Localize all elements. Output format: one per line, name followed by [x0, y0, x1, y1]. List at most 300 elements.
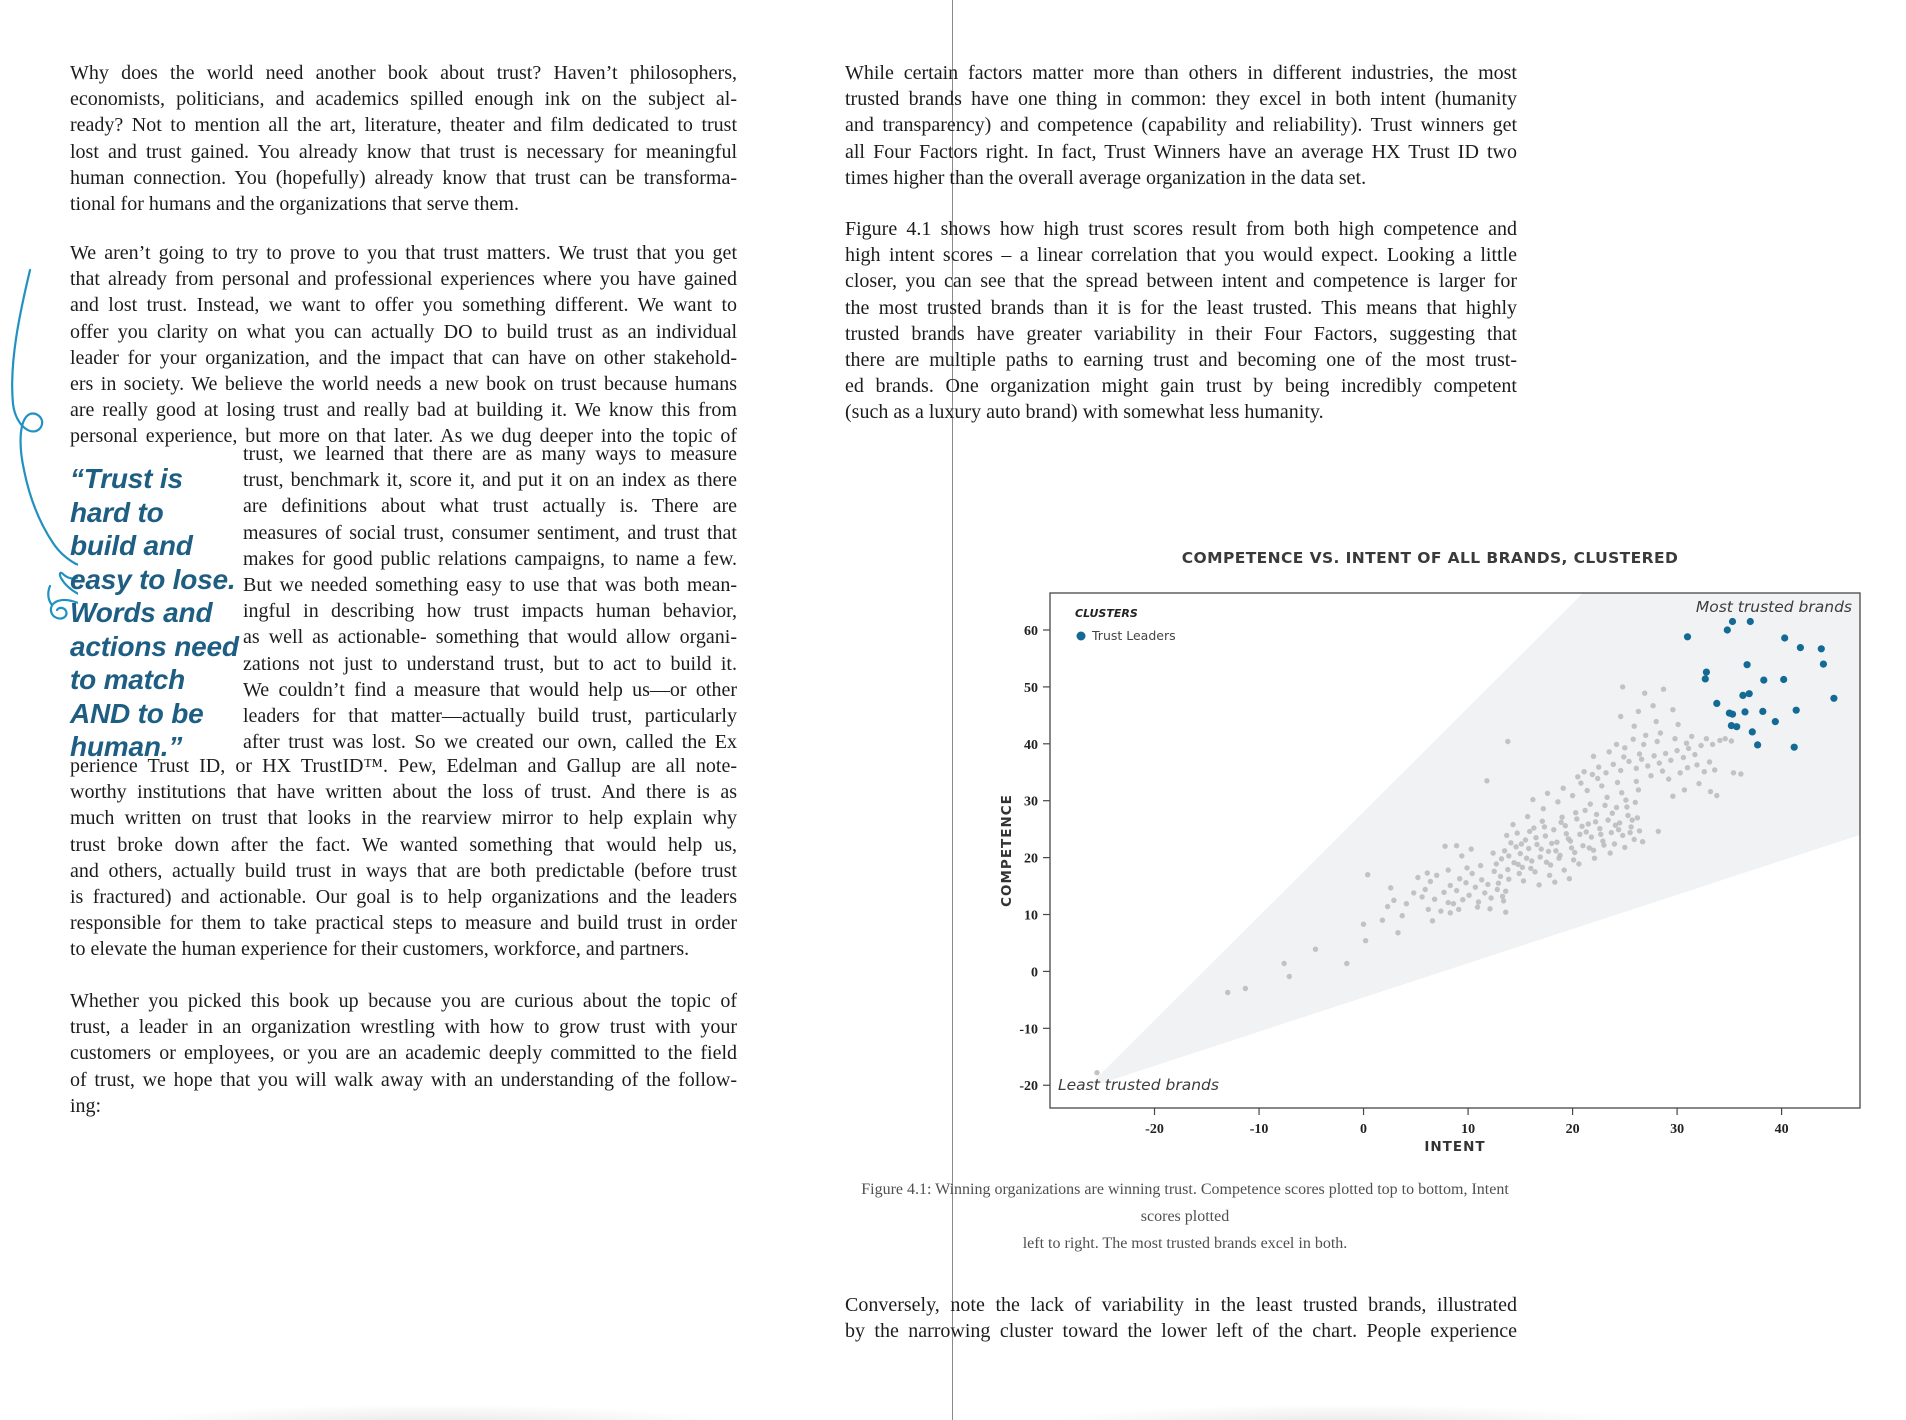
data-point: [1529, 858, 1534, 863]
data-point: [1632, 724, 1637, 729]
data-point: [1541, 806, 1546, 811]
text-line: are definitions about what trust actually is. There are: [243, 495, 737, 518]
data-point: [1658, 730, 1663, 735]
data-point: [1684, 633, 1691, 640]
data-point: [1528, 866, 1533, 871]
data-point: [1607, 749, 1612, 754]
data-point: [1717, 738, 1722, 743]
data-point: [1434, 873, 1439, 878]
text-line: AND to be: [70, 697, 204, 729]
data-point: [1623, 797, 1628, 802]
x-tick-label: -10: [1249, 1122, 1269, 1137]
paragraph: [845, 216, 1517, 426]
data-point: [1494, 861, 1499, 866]
data-point: [1479, 877, 1484, 882]
text-line: trusted brands have greater variability in their Four Factors, suggesting that: [845, 322, 1517, 345]
data-point: [1643, 733, 1648, 738]
data-point: [1612, 841, 1617, 846]
data-point: [1818, 645, 1825, 652]
text-line: trusted brands have one thing in common: they excel in both intent (humanity: [845, 88, 1517, 111]
text-line: actions need: [70, 630, 239, 662]
data-point: [1540, 819, 1545, 824]
data-point: [1624, 804, 1629, 809]
data-point: [1626, 759, 1631, 764]
data-point: [1513, 844, 1518, 849]
data-point: [1820, 661, 1827, 668]
data-point: [1619, 790, 1624, 795]
data-point: [1448, 910, 1453, 915]
data-point: [1630, 817, 1635, 822]
data-point: [1733, 723, 1740, 730]
data-point: [1621, 754, 1626, 759]
data-point: [1601, 842, 1606, 847]
data-point: [1485, 882, 1490, 887]
data-point: [1487, 906, 1492, 911]
data-point: [1675, 722, 1680, 727]
data-point: [1672, 736, 1677, 741]
data-point: [1578, 780, 1583, 785]
data-point: [1506, 877, 1511, 882]
data-point: [1657, 760, 1662, 765]
data-point: [1707, 759, 1712, 764]
text-line: leaders for that matter—actually build trust, particularly: [243, 705, 737, 728]
data-point: [1595, 776, 1600, 781]
data-point: [1400, 913, 1405, 918]
text-line: lost and trust gained. You already know that trust is necessary for meaningful: [70, 140, 737, 163]
x-tick-label: 0: [1360, 1122, 1368, 1137]
data-point: [1426, 907, 1431, 912]
pull-quote: [70, 462, 250, 764]
data-point: [1395, 930, 1400, 935]
data-point: [1793, 707, 1800, 714]
data-point: [1519, 841, 1524, 846]
data-point: [1830, 695, 1837, 702]
data-point: [1580, 843, 1585, 848]
data-point: [1503, 910, 1508, 915]
data-point: [1313, 947, 1318, 952]
y-tick-label: 10: [1024, 908, 1038, 924]
data-point: [1419, 894, 1424, 899]
data-point: [1666, 776, 1671, 781]
data-point: [1685, 765, 1690, 770]
data-point: [1780, 676, 1787, 683]
data-point: [1681, 755, 1686, 760]
data-point: [1704, 736, 1709, 741]
data-point: [1478, 863, 1483, 868]
text-line: and others, actually build trust in ways that are both predictable (before trust: [70, 859, 737, 882]
x-tick-label: 40: [1774, 1122, 1789, 1137]
data-point: [1729, 618, 1736, 625]
text-line: ers in society. We believe the world needs a new book on trust because humans: [70, 373, 737, 396]
data-point: [1504, 833, 1509, 838]
data-point: [1344, 961, 1349, 966]
data-point: [1710, 742, 1715, 747]
data-point: [1739, 692, 1746, 699]
data-point: [1754, 741, 1761, 748]
data-point: [1696, 781, 1701, 786]
data-point: [1702, 769, 1707, 774]
data-point: [1637, 828, 1642, 833]
data-point: [1526, 846, 1531, 851]
text-line: as well as actionable- something that would allow organi-: [243, 626, 737, 649]
data-point: [1473, 885, 1478, 890]
data-point: [1430, 918, 1435, 923]
data-point: [1448, 883, 1453, 888]
data-point: [1702, 675, 1709, 682]
data-point: [1625, 813, 1630, 818]
data-point: [1423, 887, 1428, 892]
text-line: “Trust is: [70, 463, 183, 494]
text-line: build and: [70, 530, 193, 561]
data-point: [1637, 751, 1642, 756]
data-point: [1618, 768, 1623, 773]
data-point: [1391, 898, 1396, 903]
text-line: and lost trust. Instead, we want to offer you something different. We want to: [70, 294, 737, 317]
data-point: [1772, 718, 1779, 725]
data-point: [1496, 881, 1501, 886]
text-line: easy to lose.: [70, 563, 236, 595]
data-point: [1602, 803, 1607, 808]
data-point: [1503, 889, 1508, 894]
data-point: [1505, 867, 1510, 872]
data-point: [1442, 844, 1447, 849]
data-point: [1633, 800, 1638, 805]
data-point: [1791, 744, 1798, 751]
data-point: [1610, 811, 1615, 816]
paragraph: [70, 988, 737, 1119]
data-point: [1759, 708, 1766, 715]
data-point: [1482, 890, 1487, 895]
data-point: [1558, 820, 1563, 825]
data-point: [1484, 778, 1489, 783]
data-point: [1634, 779, 1639, 784]
text-line: are really good at losing trust and really bad at building it. We know this from: [70, 399, 737, 422]
data-point: [1611, 762, 1616, 767]
data-point: [1543, 833, 1548, 838]
data-point: [1605, 817, 1610, 822]
data-point: [1588, 801, 1593, 806]
data-point: [1454, 888, 1459, 893]
data-point: [1567, 876, 1572, 881]
data-point: [1510, 822, 1515, 827]
data-point: [1729, 711, 1736, 718]
data-point: [1746, 690, 1753, 697]
text-line: economists, politicians, and academics spilled enough ink on the subject al-: [70, 88, 737, 111]
data-point: [1456, 907, 1461, 912]
y-tick-label: -20: [1019, 1079, 1038, 1095]
data-point: [1466, 893, 1471, 898]
text-line: human connection. You (hopefully) already know that trust can be transforma-: [70, 166, 737, 189]
text-line: after trust was lost. So we created our own, called the Ex: [243, 731, 737, 754]
data-point: [1287, 974, 1292, 979]
paragraph: [845, 1292, 1517, 1344]
trust-band-region: [1087, 593, 1860, 1088]
data-point: [1604, 795, 1609, 800]
data-point: [1544, 860, 1549, 865]
paragraph: [70, 60, 737, 217]
data-point: [1451, 901, 1456, 906]
data-point: [1464, 865, 1469, 870]
data-point: [1670, 794, 1675, 799]
data-point: [1561, 786, 1566, 791]
text-line: trust, a leader in an organization wrestling with how to grow trust with your: [70, 1016, 737, 1039]
text-line: ready? Not to mention all the art, literature, theater and film dedicated to trust: [70, 114, 737, 137]
data-point: [1404, 901, 1409, 906]
data-point: [1645, 763, 1650, 768]
data-point: [1546, 849, 1551, 854]
text-line: We aren’t going to try to prove to you that trust matters. We trust that you get: [70, 242, 737, 264]
figure-caption: [845, 1176, 1525, 1257]
data-point: [1559, 815, 1564, 820]
y-tick-label: 20: [1024, 851, 1038, 867]
text-line: But we needed something easy to use that was both mean-: [243, 574, 737, 597]
data-point: [1663, 751, 1668, 756]
data-point: [1614, 742, 1619, 747]
data-point: [1415, 875, 1420, 880]
text-line: ingful in describing how trust impacts human behavior,: [243, 600, 737, 623]
x-tick-label: 10: [1461, 1122, 1476, 1137]
data-point: [1655, 739, 1660, 744]
y-tick-label: 0: [1031, 965, 1038, 981]
data-point: [1505, 739, 1510, 744]
text-line: that already from personal and professional experiences where you have gained: [70, 268, 737, 291]
y-tick-label: 50: [1024, 680, 1038, 696]
data-point: [1620, 833, 1625, 838]
data-point: [1738, 771, 1743, 776]
data-point: [1490, 850, 1495, 855]
data-point: [1538, 854, 1543, 859]
page-bottom-shadow: [0, 1396, 1906, 1420]
data-point: [1576, 861, 1581, 866]
text-line: We couldn’t find a measure that would help us—or other: [243, 678, 737, 701]
data-point: [1622, 845, 1627, 850]
data-point: [1531, 825, 1536, 830]
text-line: there are multiple paths to earning trust and becoming one of the most trust-: [845, 349, 1517, 372]
data-point: [1551, 827, 1556, 832]
text-line: Why does the world need another book about trust? Haven’t philosophers,: [70, 62, 737, 84]
y-axis-title: COMPETENCE: [999, 794, 1015, 907]
data-point: [1363, 938, 1368, 943]
data-point: [1568, 838, 1573, 843]
text-line: tional for humans and the organizations that serve them.: [70, 193, 519, 216]
data-point: [1536, 882, 1541, 887]
data-point: [1674, 748, 1679, 753]
data-point: [1618, 714, 1623, 719]
data-point: [1517, 871, 1522, 876]
data-point: [1499, 856, 1504, 861]
data-point: [1460, 897, 1465, 902]
data-point: [1713, 700, 1720, 707]
data-point: [1628, 824, 1633, 829]
data-point: [1587, 845, 1592, 850]
data-point: [1622, 745, 1627, 750]
data-point: [1613, 823, 1618, 828]
data-point: [1670, 707, 1675, 712]
text-line: Figure 4.1: Winning organizations are winning trust. Competence scores plotted top to bottom, Intent scores plotted: [861, 1181, 1509, 1225]
data-point: [1731, 770, 1736, 775]
data-point: [1684, 741, 1689, 746]
data-point: [1524, 856, 1529, 861]
data-point: [1508, 840, 1513, 845]
data-point: [1502, 848, 1507, 853]
data-point: [1650, 703, 1655, 708]
data-point: [1562, 867, 1567, 872]
data-point: [1712, 767, 1717, 772]
data-point: [1515, 830, 1520, 835]
paragraph: [845, 60, 1517, 191]
annotation-most-trusted: Most trusted brands: [1695, 598, 1852, 616]
data-point: [1596, 764, 1601, 769]
text-line: all Four Factors right. In fact, Trust Winners have an average HX Trust ID two: [845, 140, 1517, 163]
data-point: [1651, 753, 1656, 758]
data-point: [1703, 669, 1710, 676]
data-point: [1692, 752, 1697, 757]
data-point: [1518, 851, 1523, 856]
data-point: [1573, 810, 1578, 815]
data-point: [1603, 770, 1608, 775]
text-line: offer you clarity on what you can actually DO to build trust as an individual: [70, 320, 737, 343]
text-line: trust, we learned that there are as many ways to measure: [243, 443, 737, 465]
text-line: makes for good public relations campaigns, to name a few.: [243, 547, 737, 570]
data-point: [1516, 862, 1521, 867]
data-point: [1495, 887, 1500, 892]
data-point: [1459, 853, 1464, 858]
data-point: [1631, 737, 1636, 742]
data-point: [1527, 829, 1532, 834]
data-point: [1689, 734, 1694, 739]
y-tick-label: 40: [1024, 737, 1038, 753]
data-point: [1441, 890, 1446, 895]
data-point: [1640, 839, 1645, 844]
data-point: [1589, 834, 1594, 839]
data-point: [1411, 890, 1416, 895]
data-point: [1620, 684, 1625, 689]
text-line: to match: [70, 664, 186, 695]
data-point: [1563, 823, 1568, 828]
data-point: [1582, 808, 1587, 813]
text-line: much written on trust that looks in the rearview mirror to help explain why: [70, 807, 737, 830]
data-point: [1615, 780, 1620, 785]
data-point: [1598, 832, 1603, 837]
data-point: [1534, 842, 1539, 847]
data-point: [1760, 677, 1767, 684]
y-tick-label: 30: [1024, 794, 1038, 810]
legend-dot-icon: [1077, 632, 1086, 641]
data-point: [1361, 922, 1366, 927]
data-point: [1556, 856, 1561, 861]
text-line: measures of social trust, consumer sentiment, and trust that: [243, 521, 737, 544]
data-point: [1642, 691, 1647, 696]
data-point: [1648, 773, 1653, 778]
data-point: [1636, 787, 1641, 792]
data-point: [1569, 845, 1574, 850]
data-point: [1584, 829, 1589, 834]
text-line: trust, benchmark it, score it, and put it on an index as there: [243, 469, 737, 492]
data-point: [1678, 770, 1683, 775]
data-point: [1599, 783, 1604, 788]
x-axis-title: INTENT: [1424, 1139, 1486, 1155]
data-point: [1542, 824, 1547, 829]
data-point: [1636, 709, 1641, 714]
text-line: responsible for them to take practical steps to measure and build trust in order: [70, 912, 737, 935]
data-point: [1532, 869, 1537, 874]
data-point: [1591, 754, 1596, 759]
data-point: [1523, 837, 1528, 842]
text-line: customers or employees, or you are an academic deeply committed to the field: [70, 1042, 737, 1065]
data-point: [1506, 853, 1511, 858]
data-point: [1797, 644, 1804, 651]
data-point: [1714, 793, 1719, 798]
paragraph: [70, 753, 737, 963]
text-line: worthy institutions that have written about the loss of trust. And there is as: [70, 781, 737, 804]
data-point: [1661, 687, 1666, 692]
data-point: [1547, 873, 1552, 878]
data-point: [1724, 626, 1731, 633]
data-point: [1388, 885, 1393, 890]
data-point: [1641, 742, 1646, 747]
data-point: [1552, 879, 1557, 884]
data-point: [1639, 757, 1644, 762]
data-point: [1475, 904, 1480, 909]
x-tick-label: 20: [1565, 1122, 1580, 1137]
data-point: [1446, 900, 1451, 905]
data-point: [1554, 840, 1559, 845]
text-line: Conversely, note the lack of variability in the least trusted brands, illustrated: [845, 1294, 1517, 1316]
data-point: [1723, 736, 1728, 741]
data-point: [1586, 821, 1591, 826]
data-point: [1488, 895, 1493, 900]
data-point: [1698, 743, 1703, 748]
text-line: zations not just to understand trust, but to act to build it.: [243, 652, 737, 675]
data-point: [1094, 1070, 1099, 1075]
data-point: [1470, 871, 1475, 876]
data-point: [1668, 758, 1673, 763]
legend-title: CLUSTERS: [1075, 607, 1138, 620]
data-point: [1574, 816, 1579, 821]
text-line: trust broke down after the fact. We wanted something that would help us,: [70, 833, 737, 856]
text-line: personal experience, but more on that later. As we dug deeper into the topic of: [70, 425, 737, 448]
text-line: While certain factors matter more than others in different industries, the most: [845, 62, 1517, 84]
hand-line-art-icon: [0, 266, 78, 626]
y-tick-label: -10: [1019, 1022, 1038, 1038]
data-point: [1225, 990, 1230, 995]
text-line: Whether you picked this book up because you are curious about the topic of: [70, 990, 737, 1012]
data-point: [1634, 766, 1639, 771]
data-point: [1627, 830, 1632, 835]
data-point: [1564, 831, 1569, 836]
data-point: [1533, 835, 1538, 840]
data-point: [1530, 797, 1535, 802]
text-line: human.”: [70, 731, 183, 762]
data-point: [1660, 768, 1665, 773]
text-line: hard to: [70, 496, 164, 528]
text-line: is fractured) and actionable. Our goal is to help organizations and the leaders: [70, 886, 737, 909]
data-point: [1463, 880, 1468, 885]
data-point: [1438, 908, 1443, 913]
data-point: [1553, 848, 1558, 853]
data-point: [1747, 618, 1754, 625]
text-line: high intent scores – a linear correlation that you would expect. Looking a little: [845, 244, 1517, 267]
data-point: [1525, 814, 1530, 819]
data-point: [1454, 843, 1459, 848]
text-line: and transparency) and competence (capability and reliability). Trust winners get: [845, 114, 1517, 137]
data-point: [1744, 661, 1751, 668]
data-point: [1457, 876, 1462, 881]
data-point: [1243, 986, 1248, 991]
data-point: [1585, 788, 1590, 793]
data-point: [1365, 872, 1370, 877]
data-point: [1425, 870, 1430, 875]
